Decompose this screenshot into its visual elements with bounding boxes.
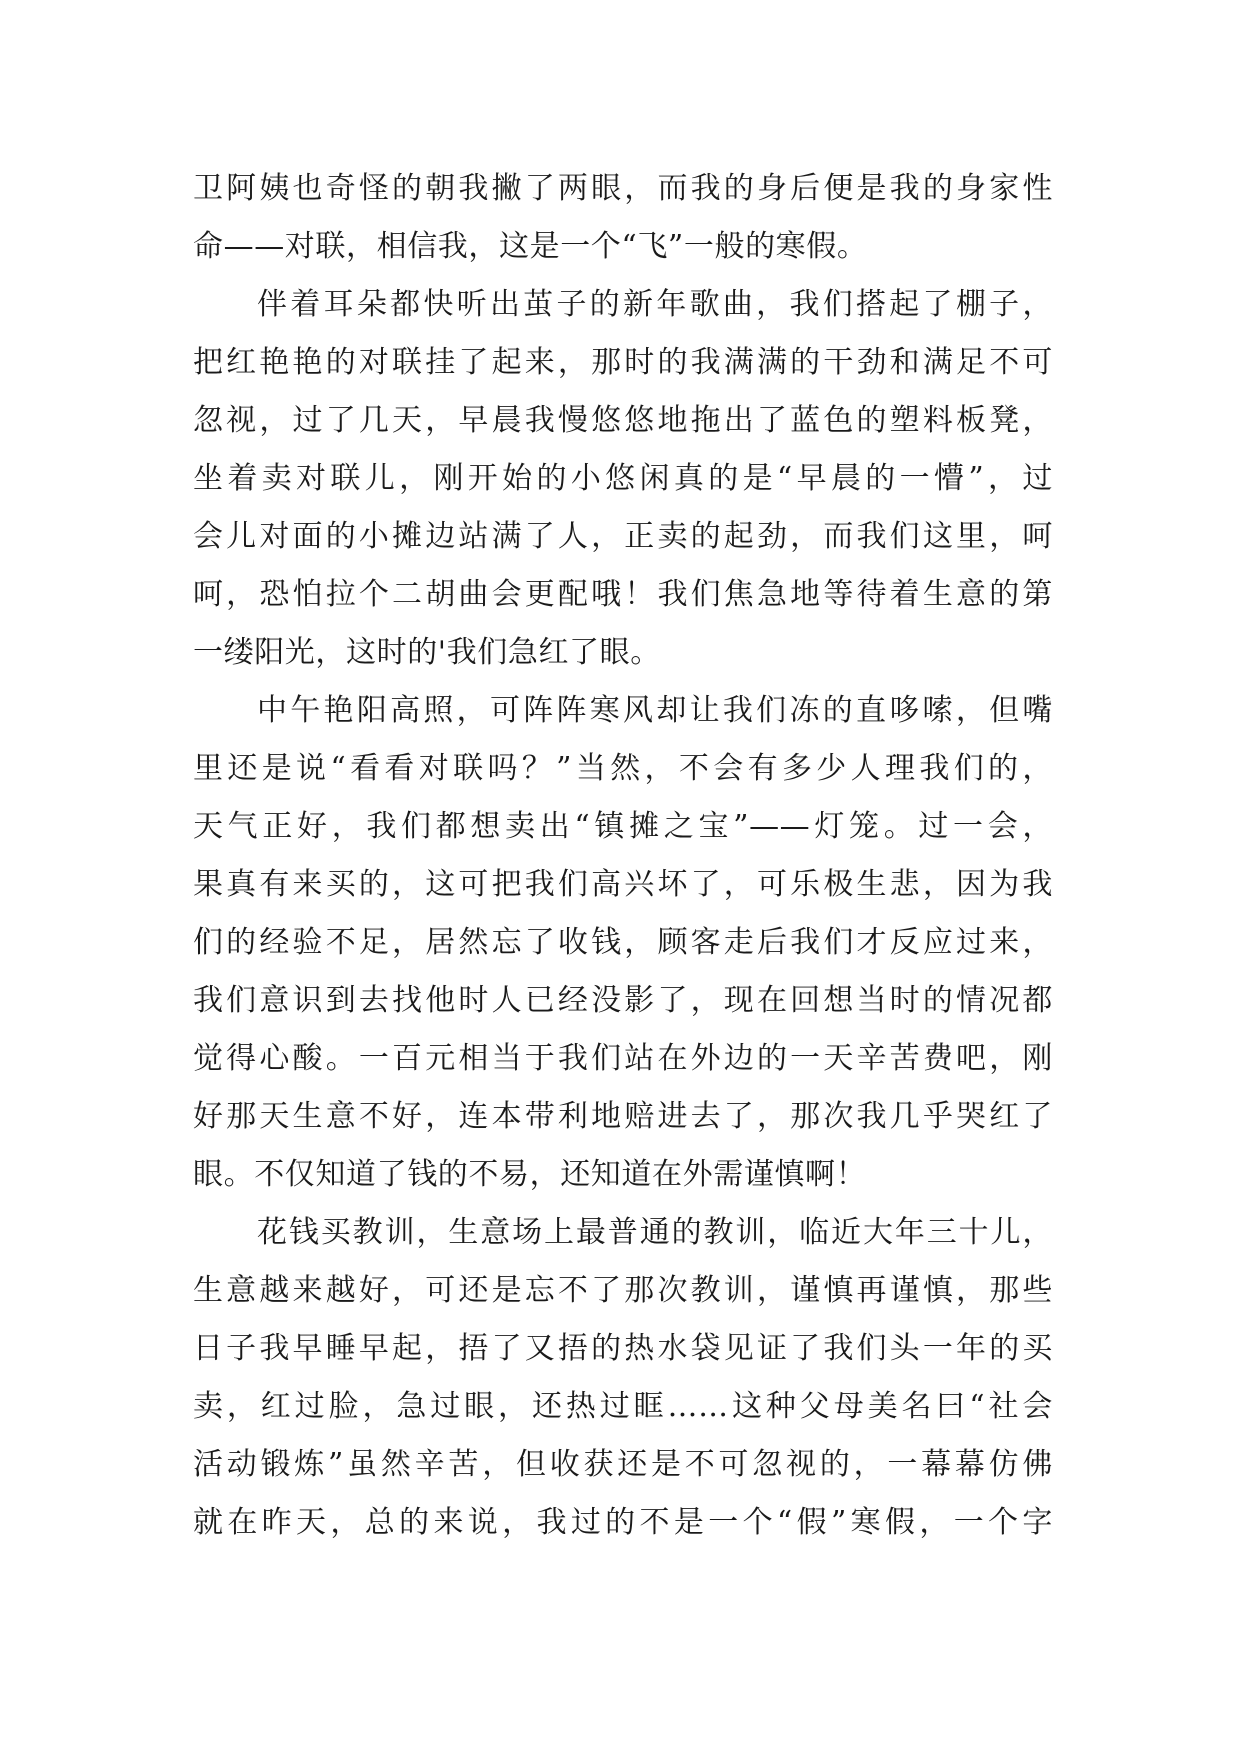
text-line: 一缕阳光，这时的'我们急红了眼。 — [193, 635, 661, 670]
text-line: 坐着卖对联儿，刚开始的小悠闲真的是“早晨的一懵”，过 — [193, 461, 1053, 496]
text-line: 卖，红过脸，急过眼，还热过眶……这种父母美名曰“社会 — [193, 1389, 1053, 1424]
paragraph-start-line: 中午艳阳高照，可阵阵寒风却让我们冻的直哆嗦，但嘴 — [257, 693, 1053, 728]
text-line: 活动锻炼”虽然辛苦，但收获还是不可忽视的，一幕幕仿佛 — [193, 1447, 1053, 1482]
text-line: 日子我早睡早起，捂了又捂的热水袋见证了我们头一年的买 — [193, 1331, 1053, 1366]
text-line: 里还是说“看看对联吗？”当然，不会有多少人理我们的， — [193, 751, 1053, 786]
text-line: 我们意识到去找他时人已经没影了，现在回想当时的情况都 — [193, 983, 1053, 1018]
text-line: 好那天生意不好，连本带利地赔进去了，那次我几乎哭红了 — [193, 1099, 1053, 1134]
text-line: 忽视，过了几天，早晨我慢悠悠地拖出了蓝色的塑料板凳， — [193, 403, 1053, 438]
text-line: 果真有来买的，这可把我们高兴坏了，可乐极生悲，因为我 — [193, 867, 1053, 902]
text-line: 命——对联，相信我，这是一个“飞”一般的寒假。 — [193, 229, 868, 264]
text-line: 呵，恐怕拉个二胡曲会更配哦！我们焦急地等待着生意的第 — [193, 577, 1053, 612]
text-line: 天气正好，我们都想卖出“镇摊之宝”——灯笼。过一会， — [193, 809, 1053, 844]
text-line: 们的经验不足，居然忘了收钱，顾客走后我们才反应过来， — [193, 925, 1053, 960]
paragraph-start-line: 花钱买教训，生意场上最普通的教训，临近大年三十儿， — [257, 1215, 1053, 1250]
text-line: 把红艳艳的对联挂了起来，那时的我满满的干劲和满足不可 — [193, 345, 1053, 380]
essay-body — [193, 160, 1053, 1552]
text-line: 眼。不仅知道了钱的不易，还知道在外需谨慎啊！ — [193, 1157, 867, 1192]
text-line: 就在昨天，总的来说，我过的不是一个“假”寒假，一个字 — [193, 1505, 1053, 1540]
text-line: 卫阿姨也奇怪的朝我撇了两眼，而我的身后便是我的身家性 — [193, 171, 1053, 206]
paragraph-start-line: 伴着耳朵都快听出茧子的新年歌曲，我们搭起了棚子， — [257, 287, 1053, 322]
text-line: 生意越来越好，可还是忘不了那次教训，谨慎再谨慎，那些 — [193, 1273, 1053, 1308]
text-line: 会儿对面的小摊边站满了人，正卖的起劲，而我们这里，呵 — [193, 519, 1053, 554]
text-line: 觉得心酸。一百元相当于我们站在外边的一天辛苦费吧，刚 — [193, 1041, 1053, 1076]
